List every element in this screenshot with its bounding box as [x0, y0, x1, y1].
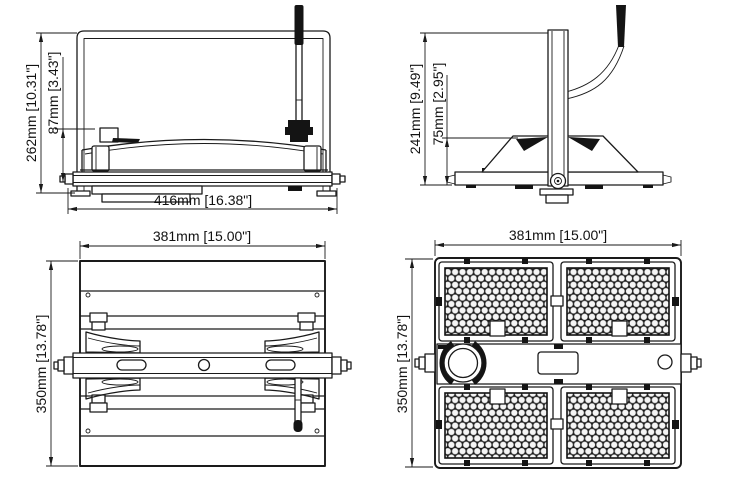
back-view [33, 228, 351, 466]
side-junction-box [540, 189, 573, 203]
dim-label-back-381: 381mm [15.00"] [152, 228, 252, 244]
dim-back-381 [80, 228, 325, 259]
back-mounting-bar [54, 353, 351, 378]
dim-label-87: 87mm [3.43"] [45, 51, 61, 135]
dim-label-face-381: 381mm [15.00"] [508, 227, 608, 243]
dim-label-241: 241mm [9.49"] [407, 63, 423, 155]
dim-label-face-350: 350mm [13.78"] [394, 314, 410, 414]
led-module-top-right [561, 262, 675, 341]
dim-label-back-350: 350mm [13.78''] [33, 314, 49, 414]
dim-87 [45, 52, 95, 182]
antenna [285, 5, 313, 142]
led-module-top-left [439, 262, 553, 341]
side-bracket-arm [548, 30, 568, 189]
back-antenna [294, 378, 303, 432]
photocell-sensor [444, 344, 482, 382]
led-module-bottom-left [439, 387, 553, 464]
dim-label-75: 75mm [2.95"] [430, 62, 446, 146]
face-central-band [415, 344, 701, 384]
dim-face-381 [435, 227, 681, 256]
face-view [394, 227, 701, 468]
power-cable [566, 5, 626, 99]
front-view [23, 5, 345, 214]
side-view [407, 5, 671, 203]
dim-label-262: 262mm [10.31"] [23, 63, 39, 163]
dim-label-416: 416mm [16.38"] [153, 192, 253, 208]
led-module-bottom-right [561, 387, 675, 464]
